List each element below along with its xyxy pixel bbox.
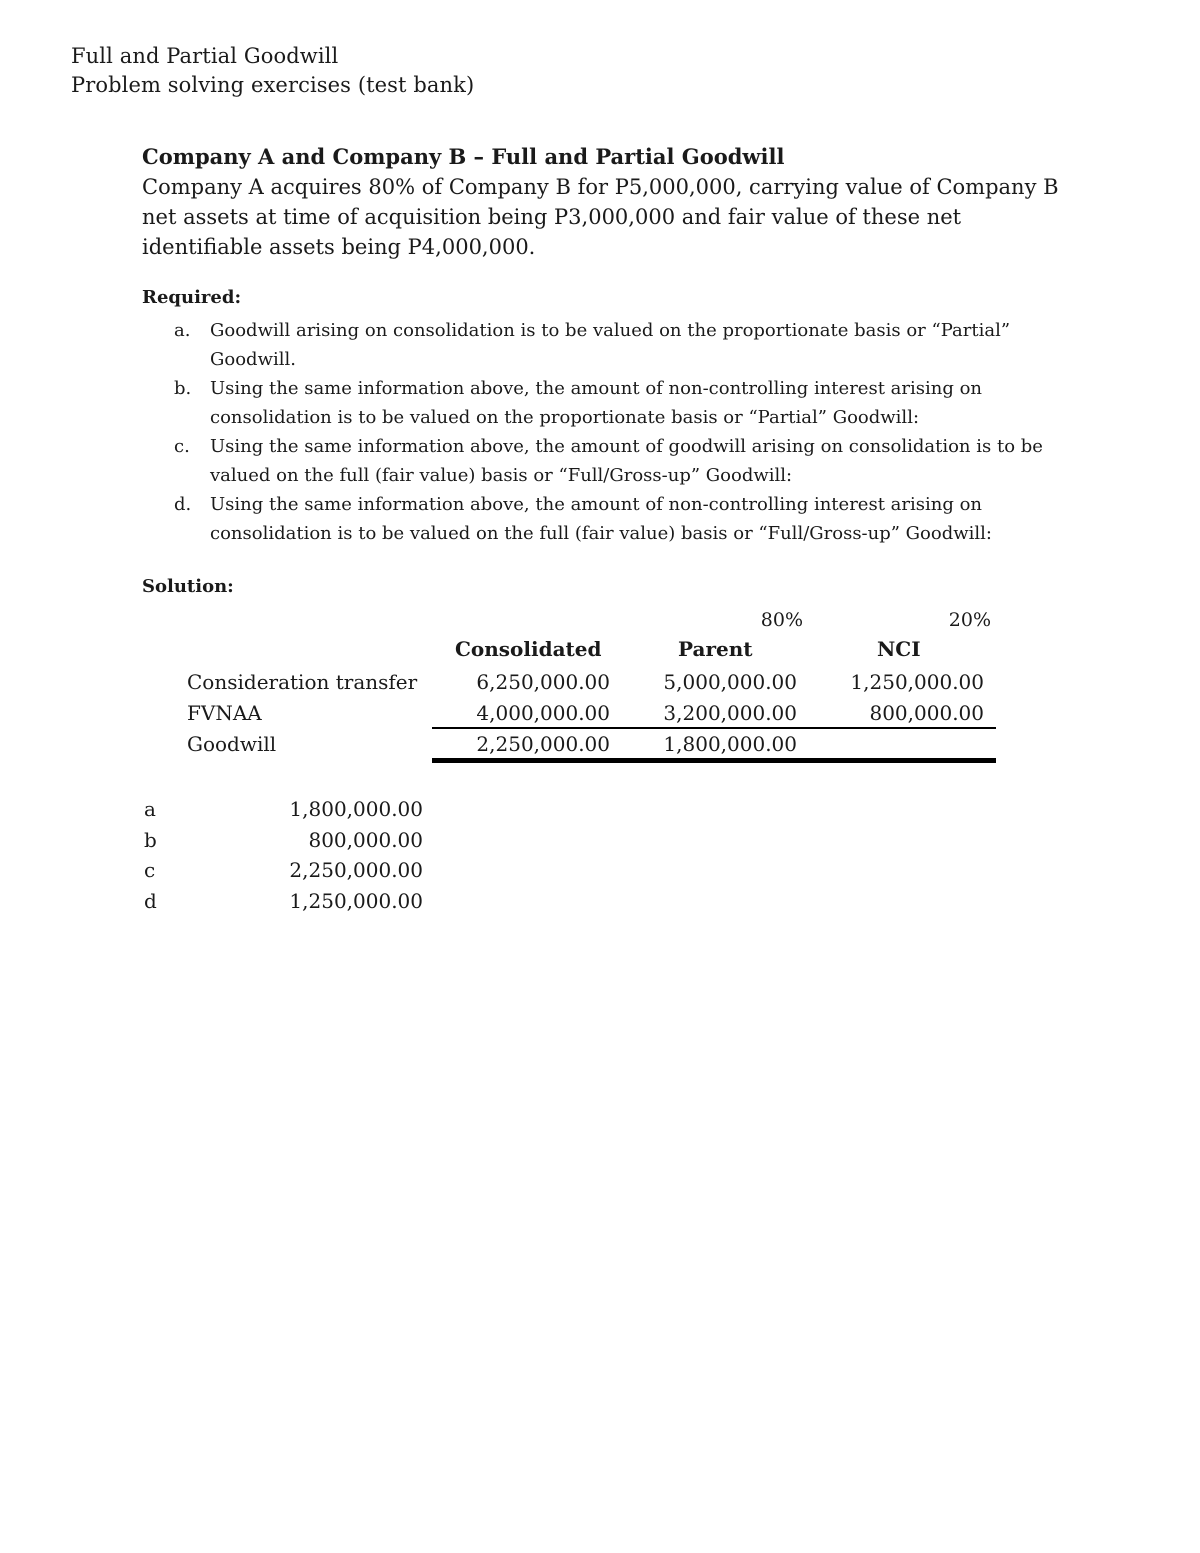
answer-value: 2,250,000.00 (289, 858, 423, 882)
column-header-parent: Parent (678, 637, 753, 661)
answer-letter: d (144, 889, 157, 913)
cell-fvnaa-parent: 3,200,000.00 (663, 701, 797, 725)
required-letter: c. (174, 436, 190, 457)
subtotal-rule (432, 727, 996, 729)
problem-text: Company A acquires 80% of Company B for P5,000,000, carrying value of Company B net assets at time of acquisition being P3,000,000 and fair value of these net identifiable assets being P4,000,000. (142, 175, 1059, 259)
column-header-nci: NCI (877, 637, 921, 661)
required-letter: a. (174, 320, 191, 341)
cell-consideration-nci: 1,250,000.00 (850, 670, 984, 694)
cell-fvnaa-consolidated: 4,000,000.00 (476, 701, 610, 725)
required-list (174, 316, 1074, 548)
required-text: Using the same information above, the amount of non-controlling interest arising on consolidation is to be valued on the proportionate basis or “Partial” Goodwill: (210, 378, 982, 428)
total-rule (432, 758, 996, 763)
nci-percent: 20% (948, 609, 991, 631)
problem-title: Company A and Company B – Full and Partial Goodwill (142, 144, 785, 169)
row-label-goodwill: Goodwill (187, 732, 277, 756)
row-label-consideration: Consideration transfer (187, 670, 418, 694)
cell-goodwill-consolidated: 2,250,000.00 (476, 732, 610, 756)
required-item-b (174, 374, 1074, 432)
required-item-d (174, 490, 1074, 548)
required-letter: d. (174, 494, 192, 515)
answer-letter: b (144, 828, 157, 852)
cell-fvnaa-nci: 800,000.00 (869, 701, 984, 725)
required-text: Using the same information above, the amount of goodwill arising on consolidation is to be valued on the full (fair value) basis or “Full/Gross-up” Goodwill: (210, 436, 1043, 486)
required-item-c (174, 432, 1074, 490)
answer-value: 1,800,000.00 (289, 797, 423, 821)
row-label-fvnaa: FVNAA (187, 701, 262, 725)
cell-goodwill-parent: 1,800,000.00 (663, 732, 797, 756)
answer-value: 800,000.00 (308, 828, 423, 852)
required-heading: Required: (142, 287, 242, 308)
required-text: Using the same information above, the amount of non-controlling interest arising on consolidation is to be valued on the full (fair value) basis or “Full/Gross-up” Goodwill: (210, 494, 992, 544)
required-item-a (174, 316, 1074, 374)
solution-heading: Solution: (142, 576, 234, 597)
cell-consideration-parent: 5,000,000.00 (663, 670, 797, 694)
answer-letter: a (144, 797, 156, 821)
cell-consideration-consolidated: 6,250,000.00 (476, 670, 610, 694)
document-subtitle: Problem solving exercises (test bank) (71, 73, 475, 97)
problem-statement (142, 142, 1072, 262)
required-letter: b. (174, 378, 192, 399)
column-header-consolidated: Consolidated (455, 637, 602, 661)
document-title: Full and Partial Goodwill (71, 44, 339, 68)
answer-letter: c (144, 858, 156, 882)
answer-value: 1,250,000.00 (289, 889, 423, 913)
required-text: Goodwill arising on consolidation is to be valued on the proportionate basis or “Partial” Goodwill. (210, 320, 1011, 370)
parent-percent: 80% (760, 609, 803, 631)
